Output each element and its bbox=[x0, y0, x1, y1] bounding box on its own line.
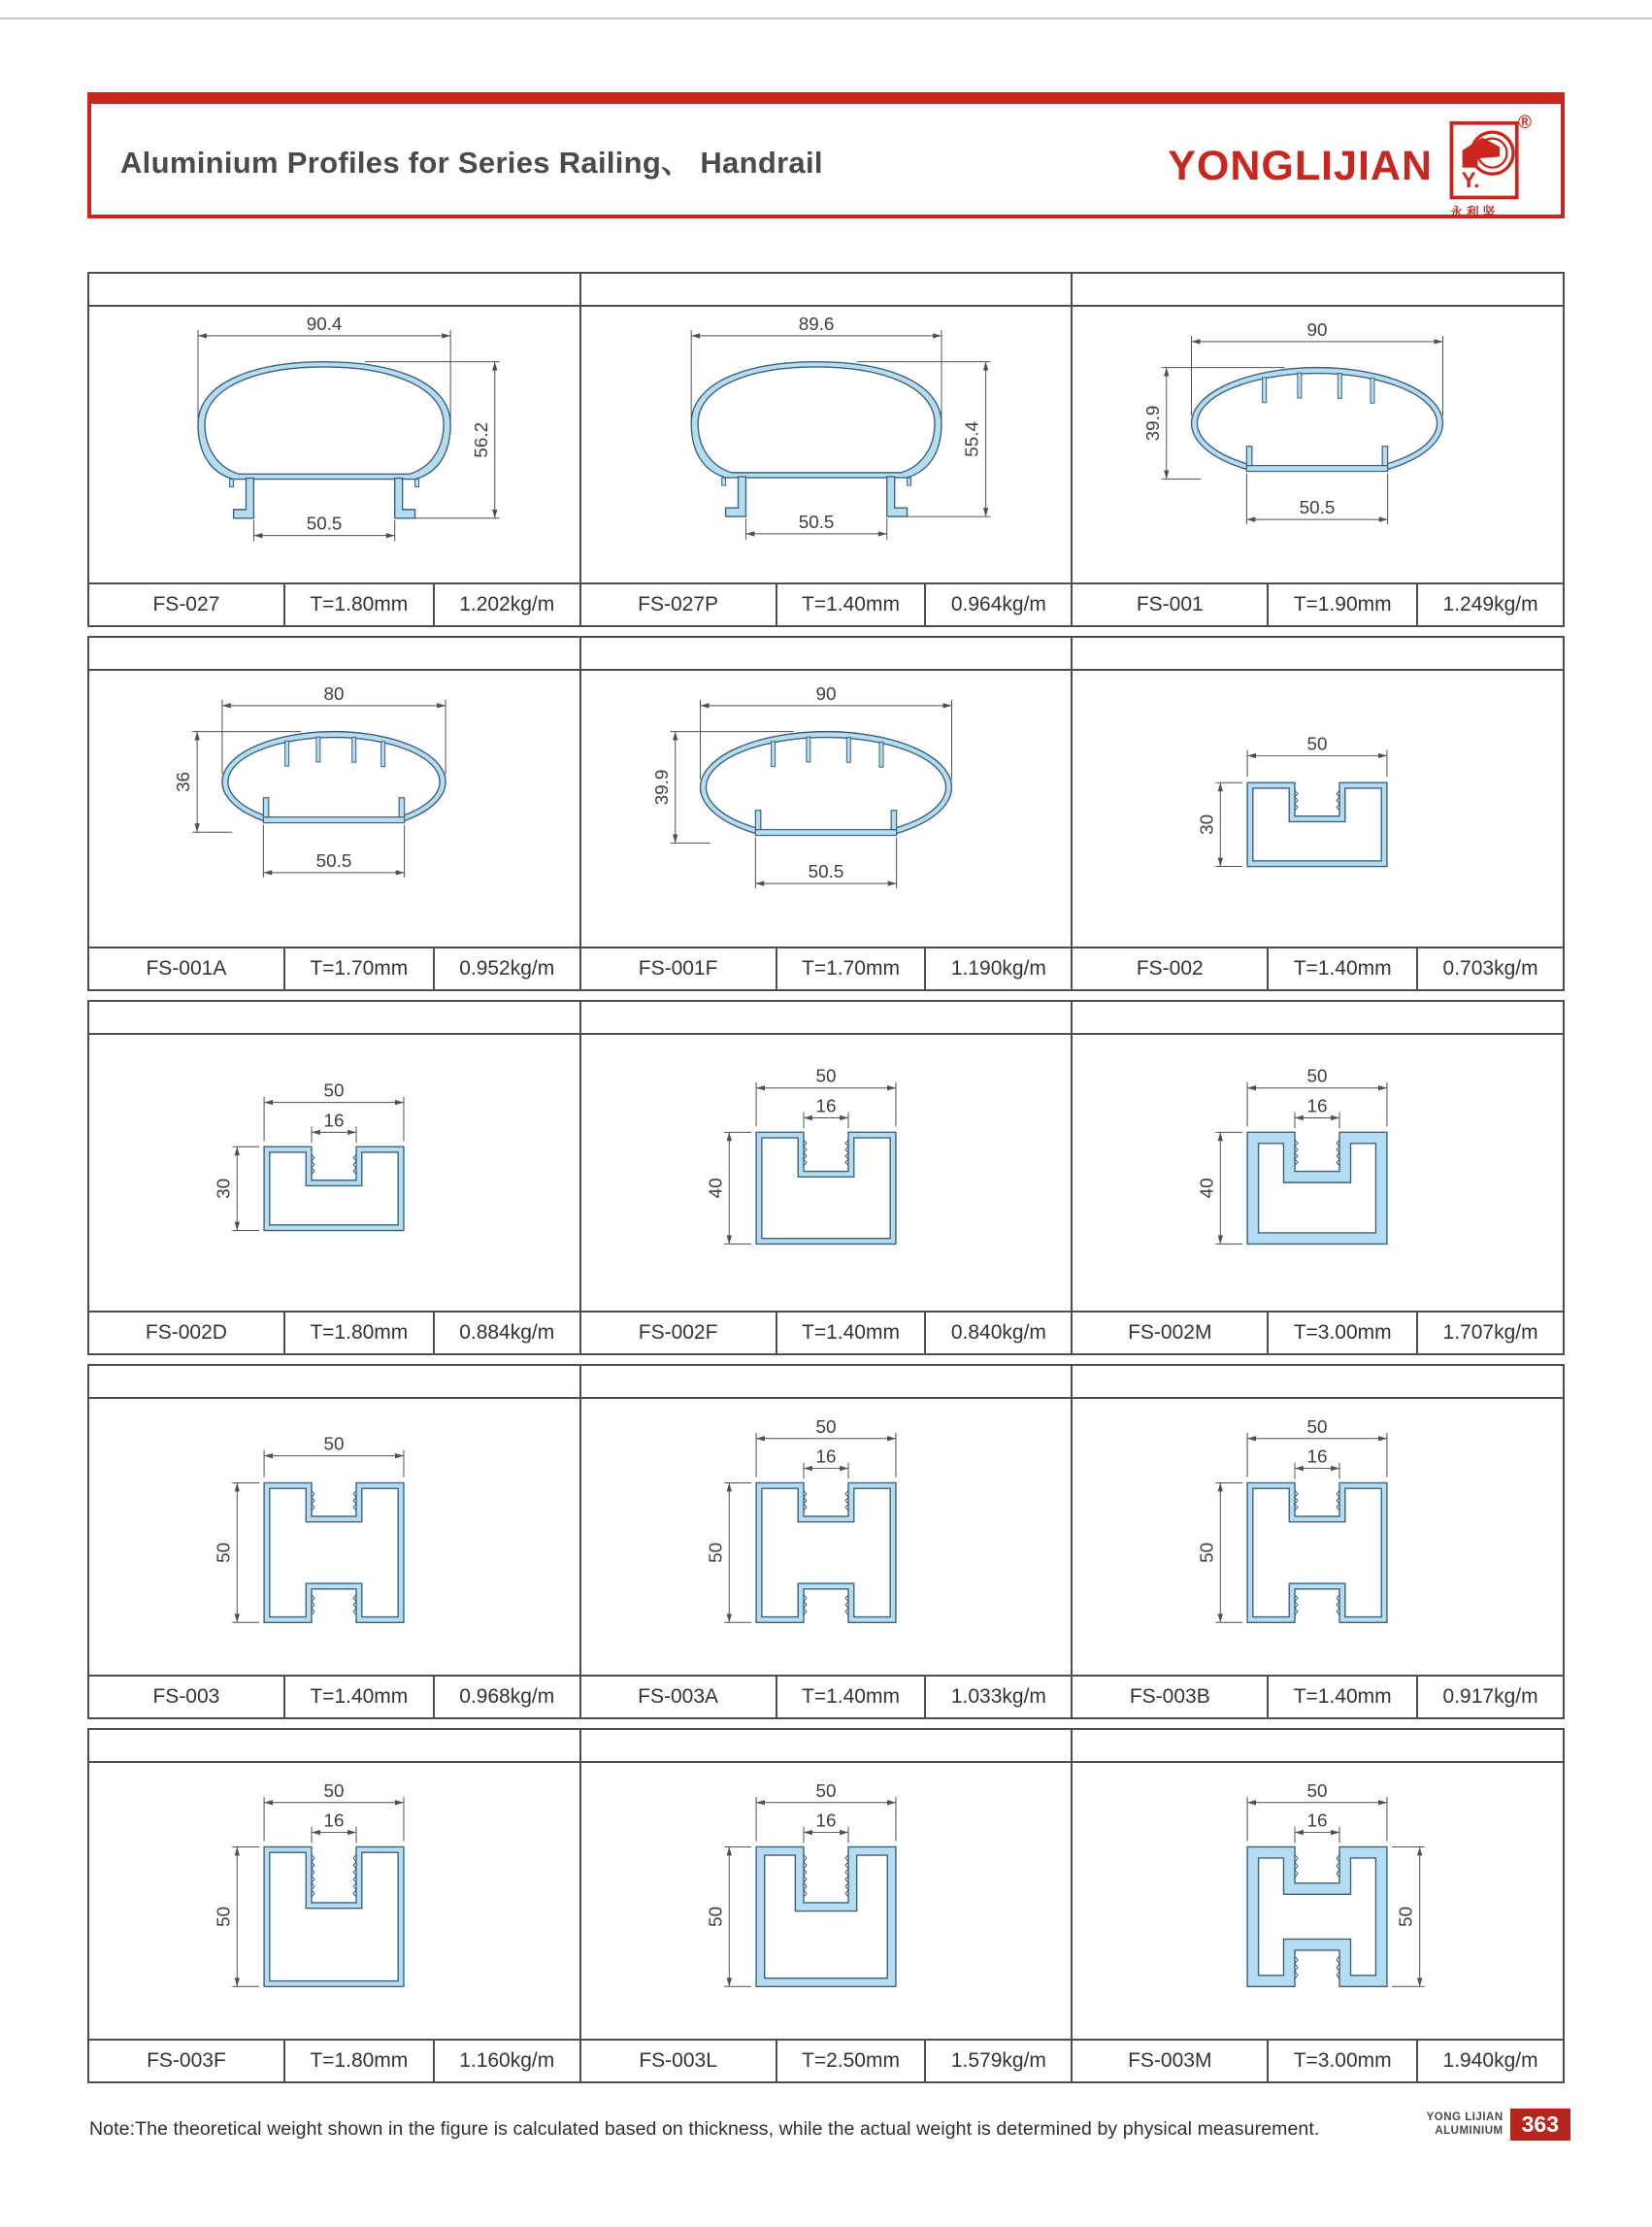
dim-label: 90 bbox=[1306, 318, 1328, 340]
table-header-cell bbox=[89, 1730, 581, 1761]
caption-thickness: T=1.80mm bbox=[285, 584, 435, 625]
dim-label: 56.2 bbox=[470, 421, 491, 458]
footer-brand-line2: ALUMINIUM bbox=[1435, 2124, 1503, 2137]
profile-shape bbox=[264, 1482, 404, 1622]
caption-group bbox=[1073, 1313, 1563, 1353]
caption-thickness: T=1.80mm bbox=[285, 2041, 435, 2081]
caption-weight: 1.033kg/m bbox=[950, 1685, 1046, 1708]
profile-drawing-cell bbox=[89, 1035, 581, 1311]
caption-row bbox=[89, 947, 1563, 989]
caption-thickness: T=1.70mm bbox=[777, 948, 927, 989]
profile-drawing-FS-002 bbox=[1074, 671, 1562, 947]
caption-thickness: T=2.50mm bbox=[777, 2041, 927, 2081]
profile-shape bbox=[1247, 1482, 1387, 1622]
caption-model: FS-003M bbox=[1073, 2041, 1269, 2081]
dim-label: 16 bbox=[815, 1810, 836, 1831]
table-header-strip bbox=[89, 638, 1563, 671]
footer-note: Note:The theoretical weight shown in the figure is calculated based on thickness, while the actual weight is determined by physical measurement. bbox=[89, 2118, 1320, 2140]
profile-drawing-FS-027P bbox=[582, 307, 1071, 582]
profile-drawing-cell bbox=[1073, 1035, 1563, 1311]
caption-model: FS-002F bbox=[581, 1313, 777, 1353]
drawing-row bbox=[89, 1035, 1563, 1311]
footer-brand-line1: YONG LIJIAN bbox=[1426, 2111, 1503, 2124]
caption-weight: 1.160kg/m bbox=[459, 2049, 555, 2072]
profile-drawing-FS-027 bbox=[90, 307, 578, 582]
caption-model: FS-001 bbox=[1073, 584, 1269, 625]
profile-shape bbox=[756, 1482, 896, 1622]
dim-label: 50 bbox=[323, 1433, 345, 1454]
profile-drawing-FS-003L bbox=[582, 1763, 1071, 2039]
caption-model: FS-001F bbox=[581, 948, 777, 989]
table-header-strip bbox=[89, 1366, 1563, 1399]
profile-drawing-FS-002F bbox=[582, 1035, 1071, 1311]
profile-drawing-FS-001 bbox=[1074, 307, 1562, 582]
profile-drawing-cell bbox=[581, 1399, 1074, 1675]
brand-logo bbox=[1448, 113, 1532, 219]
dim-label: 40 bbox=[704, 1178, 725, 1199]
profile-drawing-cell bbox=[581, 307, 1074, 582]
table-header-strip bbox=[89, 1730, 1563, 1763]
caption-thickness: T=1.80mm bbox=[285, 1313, 435, 1353]
dim-label: 16 bbox=[1306, 1446, 1328, 1467]
caption-row bbox=[89, 582, 1563, 625]
caption-group bbox=[89, 1313, 581, 1353]
drawing-row bbox=[89, 307, 1563, 582]
profile-shape bbox=[233, 479, 253, 518]
caption-weight: 0.952kg/m bbox=[459, 957, 555, 980]
caption-weight: 0.964kg/m bbox=[950, 593, 1046, 615]
caption-row bbox=[89, 1311, 1563, 1353]
dim-label: 50.5 bbox=[798, 511, 834, 532]
profile-shape bbox=[756, 1846, 896, 1986]
caption-thickness: T=3.00mm bbox=[1269, 2041, 1418, 2081]
caption-group bbox=[89, 584, 581, 625]
page-number: 363 bbox=[1510, 2109, 1570, 2141]
caption-weight: 0.917kg/m bbox=[1442, 1685, 1538, 1708]
caption-weight: 0.703kg/m bbox=[1442, 957, 1538, 980]
dim-label: 39.9 bbox=[1141, 405, 1163, 442]
brand-block bbox=[1168, 113, 1532, 219]
page-header bbox=[87, 92, 1565, 218]
dim-label: 30 bbox=[1196, 814, 1217, 835]
caption-group bbox=[581, 948, 1074, 989]
caption-weight: 0.884kg/m bbox=[459, 1321, 555, 1344]
profile-shape bbox=[1247, 782, 1387, 866]
caption-group bbox=[1073, 1677, 1563, 1717]
dim-label: 90 bbox=[815, 682, 836, 704]
profile-drawing-FS-002D bbox=[90, 1035, 578, 1311]
table-header-cell bbox=[581, 1730, 1074, 1761]
caption-group bbox=[581, 1313, 1074, 1353]
profile-table-block bbox=[87, 636, 1565, 991]
dim-label: 30 bbox=[213, 1178, 234, 1199]
caption-thickness: T=1.40mm bbox=[1269, 948, 1418, 989]
profile-drawing-FS-003F bbox=[90, 1763, 578, 2039]
table-header-strip bbox=[89, 1002, 1563, 1035]
profile-drawing-cell bbox=[581, 1763, 1074, 2039]
profile-drawing-FS-001F bbox=[582, 671, 1071, 947]
caption-model: FS-002D bbox=[89, 1313, 285, 1353]
caption-model: FS-027 bbox=[89, 584, 285, 625]
profile-table-block bbox=[87, 1000, 1565, 1355]
caption-weight: 1.249kg/m bbox=[1442, 593, 1538, 615]
dim-label: 50 bbox=[1306, 1415, 1328, 1437]
drawing-row bbox=[89, 1763, 1563, 2039]
dim-label: 50 bbox=[815, 1779, 836, 1801]
dim-label: 50 bbox=[213, 1906, 234, 1927]
profile-drawing-cell bbox=[89, 307, 581, 582]
dim-label: 16 bbox=[815, 1446, 836, 1467]
caption-thickness: T=1.40mm bbox=[777, 1313, 927, 1353]
caption-model: FS-002M bbox=[1073, 1313, 1269, 1353]
dim-label: 16 bbox=[1306, 1810, 1328, 1831]
dim-label: 16 bbox=[1306, 1095, 1328, 1116]
profile-drawing-FS-002M bbox=[1074, 1035, 1562, 1311]
dim-label: 50 bbox=[213, 1542, 234, 1563]
dim-label: 50 bbox=[323, 1779, 345, 1801]
dim-label: 16 bbox=[815, 1095, 836, 1116]
dim-label: 50 bbox=[1196, 1542, 1217, 1563]
profile-drawing-cell bbox=[1073, 1399, 1563, 1675]
profile-shape bbox=[886, 477, 907, 516]
page-badge bbox=[1427, 2109, 1570, 2141]
caption-group bbox=[89, 1677, 581, 1717]
dim-label: 50 bbox=[815, 1065, 836, 1086]
caption-weight: 0.968kg/m bbox=[459, 1685, 555, 1708]
caption-weight: 1.940kg/m bbox=[1442, 2049, 1538, 2072]
caption-group bbox=[581, 1677, 1074, 1717]
profile-drawing-cell bbox=[89, 671, 581, 947]
caption-model: FS-027P bbox=[581, 584, 777, 625]
caption-weight: 1.202kg/m bbox=[459, 593, 555, 615]
table-header-cell bbox=[581, 274, 1074, 305]
table-header-cell bbox=[89, 274, 581, 305]
table-header-cell bbox=[581, 1366, 1074, 1397]
caption-model: FS-003 bbox=[89, 1677, 285, 1717]
dim-label: 50.5 bbox=[808, 861, 843, 882]
drawing-row bbox=[89, 671, 1563, 947]
caption-thickness: T=1.40mm bbox=[777, 584, 927, 625]
caption-group bbox=[581, 584, 1074, 625]
page-edge-line bbox=[0, 17, 1652, 19]
table-header-cell bbox=[1073, 1730, 1563, 1761]
caption-thickness: T=1.40mm bbox=[777, 1677, 927, 1717]
caption-row bbox=[89, 2039, 1563, 2081]
dim-label: 16 bbox=[323, 1110, 345, 1131]
table-header-cell bbox=[581, 1002, 1074, 1033]
table-header-cell bbox=[1073, 1366, 1563, 1397]
page-title: Aluminium Profiles for Series Railing、 Handrail bbox=[120, 145, 823, 180]
dim-label: 50 bbox=[1395, 1906, 1416, 1927]
profile-drawing-FS-003B bbox=[1074, 1399, 1562, 1675]
dim-label: 36 bbox=[173, 771, 194, 792]
caption-thickness: T=1.40mm bbox=[285, 1677, 435, 1717]
caption-group bbox=[1073, 948, 1563, 989]
profiles-grid bbox=[87, 272, 1565, 2092]
caption-row bbox=[89, 1675, 1563, 1717]
drawing-row bbox=[89, 1399, 1563, 1675]
caption-weight: 0.840kg/m bbox=[950, 1321, 1046, 1344]
table-header-cell bbox=[581, 638, 1074, 669]
caption-weight: 1.190kg/m bbox=[950, 957, 1046, 980]
dim-label: 50.5 bbox=[306, 513, 343, 534]
caption-model: FS-003L bbox=[581, 2041, 777, 2081]
caption-group bbox=[89, 948, 581, 989]
caption-model: FS-003F bbox=[89, 2041, 285, 2081]
profile-drawing-FS-003M bbox=[1074, 1763, 1562, 2039]
caption-model: FS-002 bbox=[1073, 948, 1269, 989]
registered-mark-icon: ® bbox=[1518, 113, 1532, 133]
dim-label: 50.5 bbox=[1299, 497, 1336, 518]
profile-shape bbox=[198, 362, 450, 480]
profile-shape bbox=[700, 732, 951, 844]
profile-shape bbox=[264, 1846, 404, 1986]
caption-model: FS-003B bbox=[1073, 1677, 1269, 1717]
caption-thickness: T=1.90mm bbox=[1269, 584, 1418, 625]
profile-drawing-FS-003 bbox=[90, 1399, 578, 1675]
dim-label: 50.5 bbox=[315, 849, 352, 871]
profile-shape bbox=[1192, 368, 1443, 480]
dim-label: 80 bbox=[323, 682, 345, 704]
table-header-cell bbox=[1073, 638, 1563, 669]
profile-shape bbox=[725, 477, 745, 516]
profile-drawing-cell bbox=[581, 671, 1074, 947]
dim-label: 39.9 bbox=[650, 769, 672, 806]
dim-label: 40 bbox=[1196, 1178, 1217, 1199]
profile-table-block bbox=[87, 272, 1565, 627]
caption-group bbox=[1073, 2041, 1563, 2081]
caption-group bbox=[89, 2041, 581, 2081]
profile-shape bbox=[1247, 1132, 1387, 1244]
dim-label: 50 bbox=[815, 1415, 836, 1437]
table-header-cell bbox=[89, 638, 581, 669]
caption-thickness: T=1.40mm bbox=[1269, 1677, 1418, 1717]
caption-model: FS-003A bbox=[581, 1677, 777, 1717]
dim-label: 90.4 bbox=[306, 313, 343, 334]
profile-drawing-FS-001A bbox=[90, 671, 578, 947]
profile-drawing-cell bbox=[1073, 1763, 1563, 2039]
caption-thickness: T=3.00mm bbox=[1269, 1313, 1418, 1353]
profile-drawing-FS-003A bbox=[582, 1399, 1071, 1675]
caption-weight: 1.579kg/m bbox=[950, 2049, 1046, 2072]
caption-group bbox=[581, 2041, 1074, 2081]
logo-monogram: Y. bbox=[1461, 168, 1480, 193]
profile-shape bbox=[395, 479, 415, 518]
profile-drawing-cell bbox=[1073, 671, 1563, 947]
profile-table-block bbox=[87, 1728, 1565, 2083]
dim-label: 16 bbox=[323, 1810, 345, 1831]
caption-thickness: T=1.70mm bbox=[285, 948, 435, 989]
table-header-cell bbox=[1073, 1002, 1563, 1033]
profile-shape bbox=[691, 362, 942, 478]
caption-group bbox=[1073, 584, 1563, 625]
yonglijian-logo-icon bbox=[1448, 120, 1522, 204]
profile-drawing-cell bbox=[1073, 307, 1563, 582]
brand-name: YONGLIJIAN bbox=[1168, 142, 1433, 189]
caption-weight: 1.707kg/m bbox=[1442, 1321, 1538, 1344]
dim-label: 50 bbox=[704, 1542, 725, 1563]
profile-shape bbox=[756, 1132, 896, 1244]
brand-chinese: 永 利 坚 bbox=[1450, 205, 1496, 219]
dim-label: 50 bbox=[704, 1906, 725, 1927]
footer-brand bbox=[1427, 2111, 1503, 2137]
dim-label: 89.6 bbox=[798, 313, 834, 334]
dim-label: 50 bbox=[1306, 1065, 1328, 1086]
table-header-cell bbox=[1073, 274, 1563, 305]
dim-label: 55.4 bbox=[961, 421, 982, 457]
table-header-cell bbox=[89, 1002, 581, 1033]
profile-drawing-cell bbox=[89, 1399, 581, 1675]
profile-shape bbox=[1247, 1846, 1387, 1986]
dim-label: 50 bbox=[1306, 1779, 1328, 1801]
dim-label: 50 bbox=[1306, 733, 1328, 754]
caption-model: FS-001A bbox=[89, 948, 285, 989]
profile-drawing-cell bbox=[89, 1763, 581, 2039]
profile-shape bbox=[264, 1147, 404, 1230]
dim-label: 50 bbox=[323, 1080, 345, 1101]
table-header-cell bbox=[89, 1366, 581, 1397]
profile-table-block bbox=[87, 1364, 1565, 1719]
profile-drawing-cell bbox=[581, 1035, 1074, 1311]
table-header-strip bbox=[89, 274, 1563, 307]
